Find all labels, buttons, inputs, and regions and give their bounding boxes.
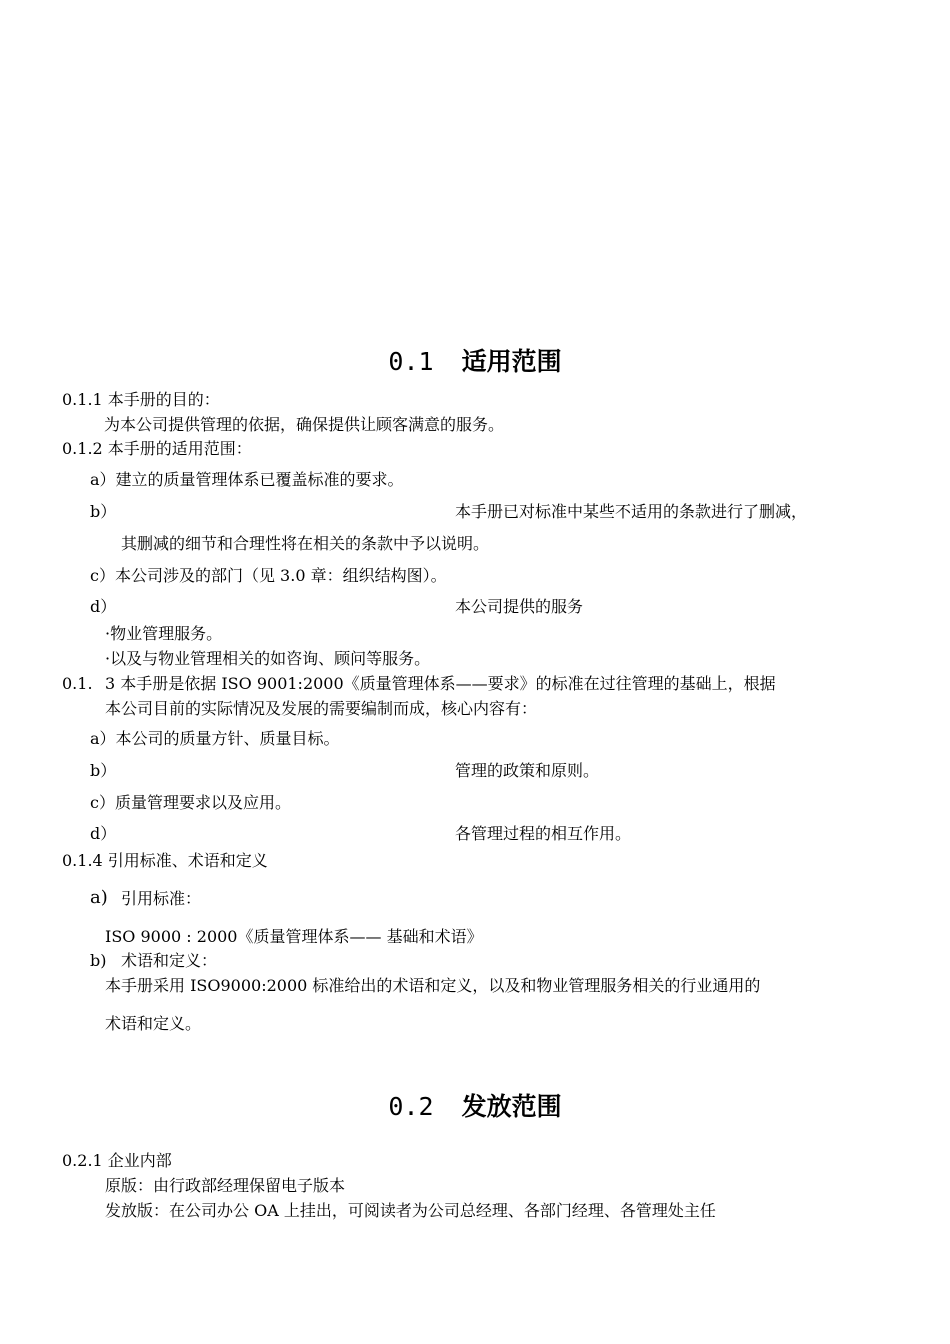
section-heading-0-1	[0, 347, 950, 377]
clause-0-1-3-item-d-marker: d）	[90, 824, 117, 843]
clause-0-1-2-item-d-bullet-2: ·以及与物业管理相关的如咨询、顾问等服务。	[105, 649, 431, 668]
clause-0-2-1-distribution: 发放版：在公司办公 OA 上挂出，可阅读者为公司总经理、各部门经理、各管理处主任	[105, 1201, 716, 1220]
clause-0-1-2-item-d-text: 本公司提供的服务	[455, 597, 584, 616]
clause-0-1-2-item-a: a）建立的质量管理体系已覆盖标准的要求。	[90, 470, 404, 489]
clause-0-1-4-item-a-marker: a)	[90, 887, 108, 908]
section-title: 适用范围	[461, 347, 562, 376]
clause-0-1-2-item-d-bullet-1: ·物业管理服务。	[105, 624, 223, 643]
clause-0-1-4-body-line-2: 术语和定义。	[105, 1014, 202, 1033]
clause-0-1-3-text-line-2: 本公司目前的实际情况及发展的需要编制而成，核心内容有：	[105, 699, 538, 718]
clause-0-1-3-item-d-text: 各管理过程的相互作用。	[455, 824, 632, 843]
clause-0-1-2-item-d-marker: d）	[90, 597, 117, 616]
clause-0-1-1-body: 为本公司提供管理的依据，确保提供让顾客满意的服务。	[104, 415, 505, 434]
clause-0-1-4-heading: 0.1.4 引用标准、术语和定义	[62, 851, 268, 870]
section-number: 0.2	[388, 1092, 434, 1121]
clause-0-1-3-item-c: c）质量管理要求以及应用。	[90, 793, 291, 812]
clause-0-1-3-item-b-text: 管理的政策和原则。	[455, 761, 600, 780]
clause-0-1-2-item-c: c）本公司涉及的部门（见 3.0 章：组织结构图）。	[90, 566, 447, 585]
clause-0-1-2-heading: 0.1.2 本手册的适用范围：	[62, 439, 252, 458]
clause-0-1-2-item-b-marker: b）	[90, 502, 117, 521]
clause-0-1-3-number: 0.1.	[62, 674, 93, 693]
clause-0-1-3-text-line-1: 3 本手册是依据 ISO 9001:2000《质量管理体系——要求》的标准在过往管理的基础上，根据	[105, 674, 776, 693]
clause-0-2-1-original: 原版：由行政部经理保留电子版本	[105, 1176, 346, 1195]
section-title: 发放范围	[461, 1092, 562, 1121]
clause-0-1-4-body-line-1: 本手册采用 ISO9000:2000 标准给出的术语和定义，以及和物业管理服务相关的行业通用的	[105, 976, 761, 995]
section-number: 0.1	[388, 347, 434, 376]
clause-0-1-2-item-b-continued: 其删减的细节和合理性将在相关的条款中予以说明。	[121, 534, 490, 553]
clause-0-1-4-item-b-text: 术语和定义：	[121, 951, 218, 970]
clause-0-1-3-item-b-marker: b）	[90, 761, 117, 780]
clause-0-1-1-heading: 0.1.1 本手册的目的：	[62, 390, 220, 409]
clause-0-1-3-item-a: a）本公司的质量方针、质量目标。	[90, 729, 340, 748]
clause-0-1-2-item-b-text: 本手册已对标准中某些不适用的条款进行了删减，	[455, 502, 808, 521]
clause-0-1-4-item-b-marker: b)	[90, 951, 107, 970]
clause-0-2-1-heading: 0.2.1 企业内部	[62, 1151, 172, 1170]
clause-0-1-4-standard-ref: ISO 9000 : 2000《质量管理体系—— 基础和术语》	[105, 927, 483, 946]
clause-0-1-4-item-a-text: 引用标准：	[121, 889, 202, 908]
section-heading-0-2	[0, 1092, 950, 1122]
